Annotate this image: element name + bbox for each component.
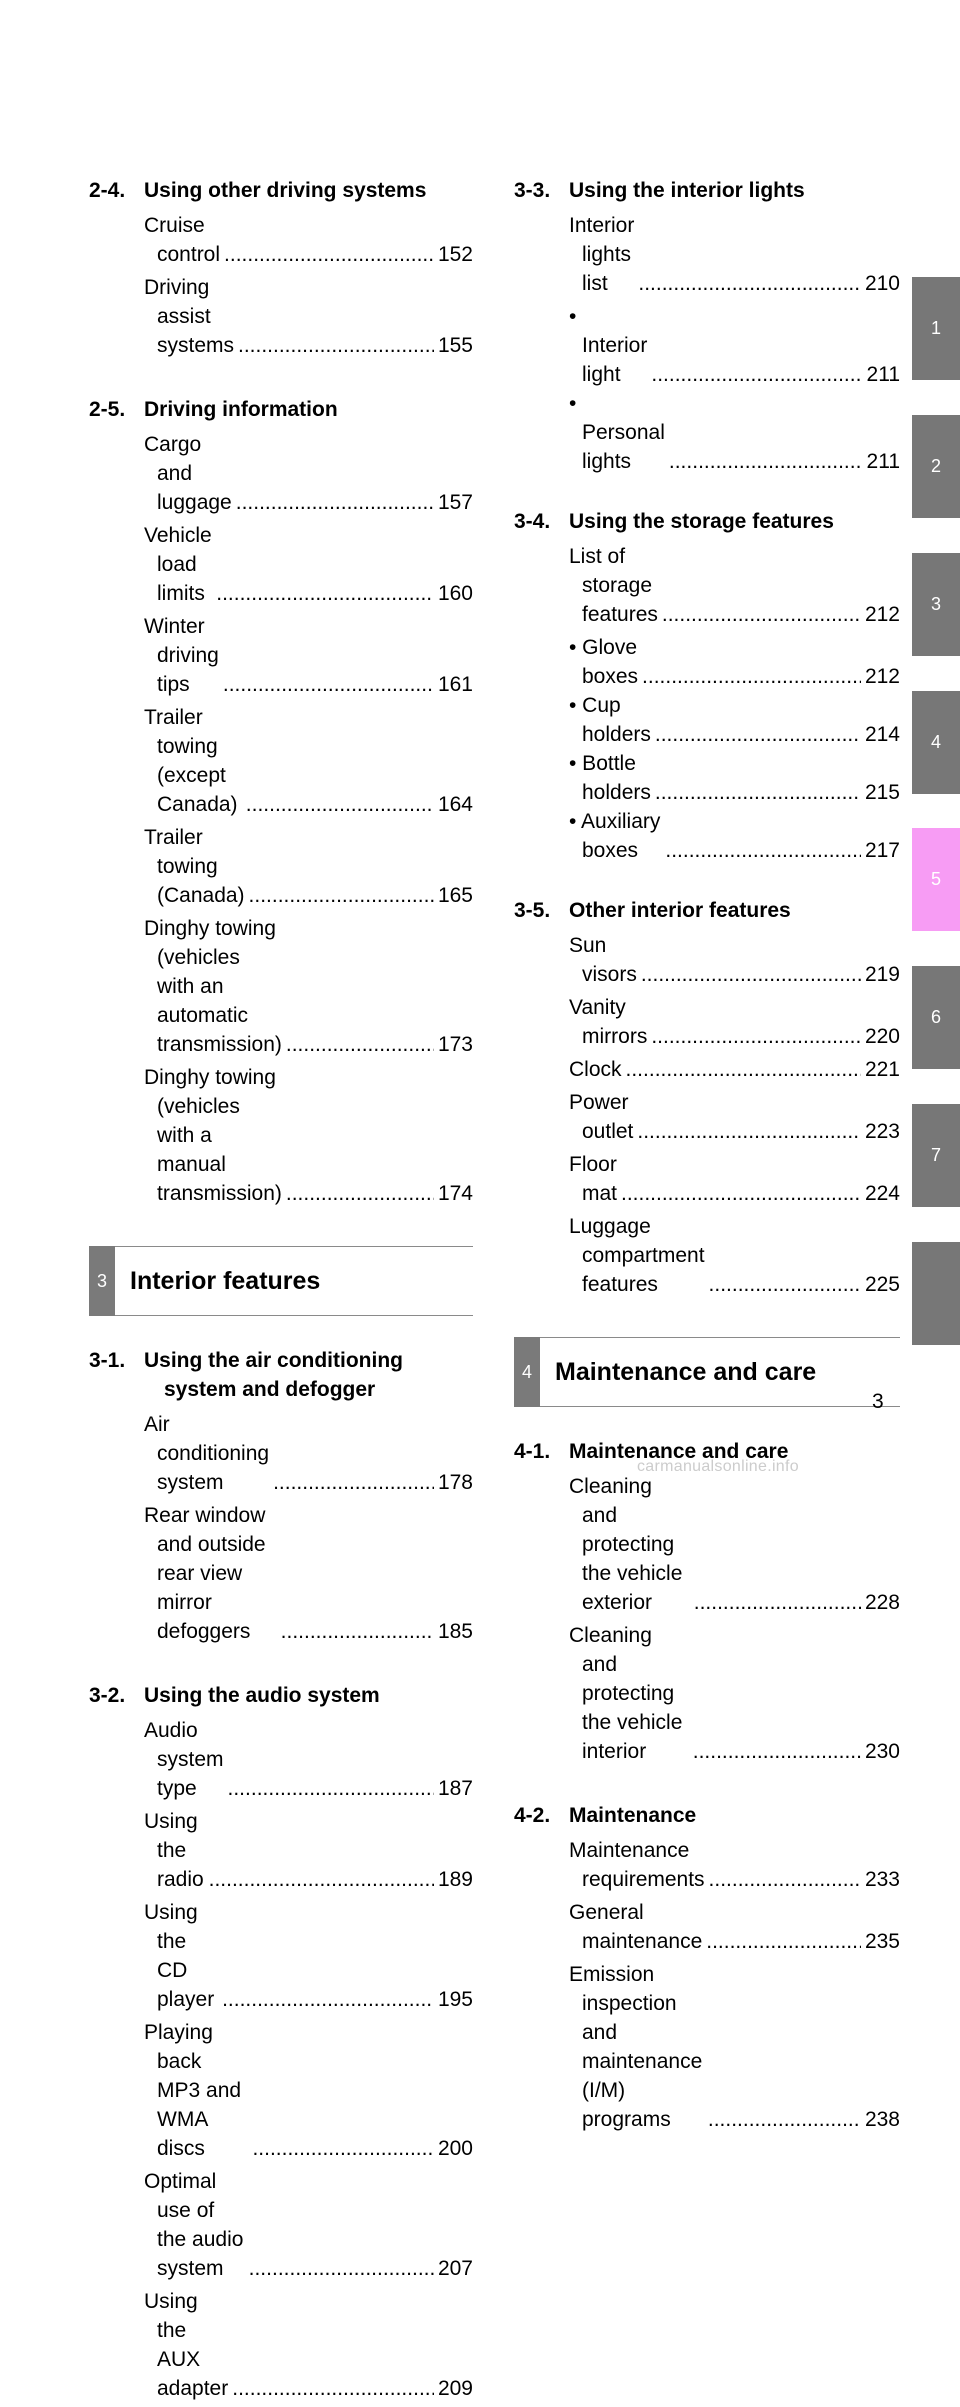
chapter-number-tab: 4 bbox=[514, 1337, 540, 1407]
dot-leader bbox=[662, 600, 861, 629]
chapter-tab-7[interactable]: 7 bbox=[912, 1104, 960, 1207]
dot-leader bbox=[224, 240, 434, 269]
entry-page-number[interactable]: 165 bbox=[437, 884, 473, 907]
dot-leader bbox=[642, 662, 861, 691]
entry-title[interactable]: • Auxiliary boxes bbox=[569, 810, 661, 862]
chapter-tab-4[interactable]: 4 bbox=[912, 691, 960, 794]
toc-entry[interactable] bbox=[569, 1621, 900, 1766]
entry-title[interactable]: Driving assist systems bbox=[144, 276, 235, 357]
section-heading bbox=[514, 1801, 900, 1830]
section-number: 3-2. bbox=[89, 1684, 126, 1707]
toc-entry[interactable] bbox=[569, 1836, 900, 1894]
dot-leader bbox=[637, 1117, 861, 1146]
entry-title[interactable]: Cleaning and protecting the vehicle interior bbox=[569, 1624, 683, 1763]
dot-leader bbox=[626, 1055, 861, 1084]
entry-page-number[interactable]: 215 bbox=[864, 781, 900, 804]
toc-entry[interactable] bbox=[569, 1055, 900, 1084]
chapter-tab-2[interactable]: 2 bbox=[912, 415, 960, 518]
toc-section bbox=[89, 176, 473, 360]
section-title[interactable]: Using the interior lights bbox=[569, 179, 805, 202]
entry-title[interactable]: Luggage compartment features bbox=[569, 1215, 705, 1296]
toc-entry[interactable] bbox=[569, 302, 900, 389]
toc-entry[interactable] bbox=[144, 2018, 473, 2163]
entry-title[interactable]: Cruise control bbox=[144, 214, 221, 266]
chapter-header bbox=[514, 1337, 900, 1407]
entry-title[interactable]: Dinghy towing (vehicles with an automatic transmission) bbox=[144, 917, 282, 1056]
entry-title[interactable]: Air conditioning system bbox=[144, 1413, 270, 1494]
toc-entry[interactable] bbox=[144, 1807, 473, 1894]
entry-title[interactable]: • Bottle holders bbox=[569, 752, 651, 804]
entry-page-number[interactable]: 228 bbox=[864, 1591, 900, 1614]
entry-page-number[interactable]: 214 bbox=[864, 723, 900, 746]
toc-entry[interactable] bbox=[569, 1898, 900, 1956]
chapter-tab-5[interactable]: 5 bbox=[912, 828, 960, 931]
dot-leader bbox=[655, 720, 861, 749]
entry-title[interactable]: List of storage features bbox=[569, 545, 658, 626]
entry-title[interactable]: Rear window and outside rear view mirror defoggers bbox=[144, 1504, 266, 1643]
section-heading bbox=[89, 1681, 473, 1710]
section-number: 4-1. bbox=[514, 1440, 551, 1463]
entry-page-number[interactable]: 217 bbox=[864, 839, 900, 862]
toc-entry[interactable] bbox=[144, 914, 473, 1059]
toc-entry[interactable] bbox=[144, 1501, 473, 1646]
entry-page-number[interactable]: 207 bbox=[437, 2257, 473, 2280]
entry-page-number[interactable]: 238 bbox=[864, 2108, 900, 2131]
entry-title[interactable]: Sun visors bbox=[569, 934, 637, 986]
entry-title[interactable]: Clock bbox=[569, 1058, 622, 1081]
entry-title[interactable]: Dinghy towing (vehicles with a manual transmission) bbox=[144, 1066, 282, 1205]
section-spacer bbox=[89, 364, 473, 395]
section-heading bbox=[514, 896, 900, 925]
toc-entry[interactable] bbox=[144, 1716, 473, 1803]
toc-entry[interactable] bbox=[569, 1472, 900, 1617]
toc-entry[interactable] bbox=[144, 273, 473, 360]
toc-entry[interactable] bbox=[144, 1898, 473, 2014]
entry-page-number[interactable]: 211 bbox=[866, 363, 900, 386]
toc-right-column bbox=[514, 176, 900, 2138]
dot-leader bbox=[709, 1865, 861, 1894]
chapter-tab-6[interactable]: 6 bbox=[912, 966, 960, 1069]
section-number: 3-4. bbox=[514, 510, 551, 533]
section-title[interactable]: Maintenance bbox=[569, 1804, 697, 1827]
dot-leader bbox=[651, 1022, 861, 1051]
toc-entry[interactable] bbox=[144, 823, 473, 910]
toc-section bbox=[514, 507, 900, 865]
entry-page-number[interactable]: 200 bbox=[437, 2137, 473, 2160]
toc-entry[interactable] bbox=[569, 749, 900, 807]
section-title[interactable]: Using the air conditioning system and defogger bbox=[144, 1349, 403, 1401]
entry-title[interactable]: Floor mat bbox=[569, 1153, 618, 1205]
section-heading bbox=[514, 176, 900, 205]
chapter-header bbox=[89, 1246, 473, 1316]
entry-title[interactable]: Optimal use of the audio system bbox=[144, 2170, 244, 2280]
toc-entry[interactable] bbox=[569, 1960, 900, 2134]
entry-title[interactable]: General maintenance bbox=[569, 1901, 703, 1953]
toc-entry[interactable] bbox=[144, 521, 473, 608]
entry-page-number[interactable]: 160 bbox=[437, 582, 473, 605]
entry-page-number[interactable]: 220 bbox=[864, 1025, 900, 1048]
entry-page-number[interactable]: 210 bbox=[864, 272, 900, 295]
section-number: 3-5. bbox=[514, 899, 551, 922]
toc-section bbox=[89, 1681, 473, 2403]
toc-entry[interactable] bbox=[569, 691, 900, 749]
section-title[interactable]: Driving information bbox=[144, 398, 338, 421]
entry-page-number[interactable]: 230 bbox=[864, 1740, 900, 1763]
toc-entry[interactable] bbox=[569, 542, 900, 629]
dot-leader bbox=[693, 1737, 861, 1766]
toc-section bbox=[514, 176, 900, 476]
watermark: carmanualsonline.info bbox=[637, 1458, 799, 1475]
toc-entry[interactable] bbox=[569, 211, 900, 298]
dot-leader bbox=[641, 960, 861, 989]
dot-leader bbox=[238, 331, 434, 360]
entry-title[interactable]: Using the CD player bbox=[144, 1901, 215, 2011]
entry-title[interactable]: Audio system type bbox=[144, 1719, 224, 1800]
section-number: 3-3. bbox=[514, 179, 551, 202]
toc-entry[interactable] bbox=[569, 389, 900, 476]
entry-page-number[interactable]: 174 bbox=[437, 1182, 473, 1205]
entry-page-number[interactable]: 221 bbox=[864, 1058, 900, 1081]
entry-title[interactable]: Vanity mirrors bbox=[569, 996, 648, 1048]
chapter-tab-strip bbox=[912, 0, 960, 1484]
dot-leader bbox=[232, 2374, 434, 2403]
entry-page-number[interactable]: 157 bbox=[437, 491, 473, 514]
entry-page-number[interactable]: 212 bbox=[864, 603, 900, 626]
toc-entry[interactable] bbox=[144, 211, 473, 269]
entry-title[interactable]: • Personal lights bbox=[569, 392, 665, 473]
entry-page-number[interactable]: 211 bbox=[866, 450, 900, 473]
dot-leader bbox=[246, 790, 434, 819]
entry-page-number[interactable]: 155 bbox=[437, 334, 473, 357]
toc-entry[interactable] bbox=[144, 703, 473, 819]
dot-leader bbox=[655, 778, 861, 807]
chapter-tab-1[interactable]: 1 bbox=[912, 277, 960, 380]
entry-title[interactable]: Vehicle load limits bbox=[144, 524, 212, 605]
entry-title[interactable]: Power outlet bbox=[569, 1091, 634, 1143]
toc-entry[interactable] bbox=[569, 931, 900, 989]
entry-page-number[interactable]: 224 bbox=[864, 1182, 900, 1205]
section-spacer bbox=[89, 1212, 473, 1246]
entry-page-number[interactable]: 173 bbox=[437, 1033, 473, 1056]
entry-title[interactable]: Using the AUX adapter bbox=[144, 2290, 229, 2400]
toc-left-column bbox=[89, 176, 473, 2407]
entry-title[interactable]: Trailer towing (Canada) bbox=[144, 826, 245, 907]
entry-title[interactable]: Trailer towing (except Canada) bbox=[144, 706, 238, 816]
entry-title[interactable]: Emission inspection and maintenance (I/M) programs bbox=[569, 1963, 703, 2131]
entry-page-number[interactable]: 164 bbox=[437, 793, 473, 816]
toc-entry[interactable] bbox=[569, 633, 900, 691]
section-number: 2-4. bbox=[89, 179, 126, 202]
entry-page-number[interactable]: 219 bbox=[864, 963, 900, 986]
entry-page-number[interactable]: 195 bbox=[437, 1988, 473, 2011]
entry-page-number[interactable]: 209 bbox=[437, 2377, 473, 2400]
toc-section bbox=[89, 1346, 473, 1646]
section-title[interactable]: Other interior features bbox=[569, 899, 791, 922]
section-number: 2-5. bbox=[89, 398, 126, 421]
entry-title[interactable]: Interior lights list bbox=[569, 214, 635, 295]
chapter-tab-blank[interactable] bbox=[912, 1242, 960, 1345]
page-number: 3 bbox=[872, 1390, 884, 1413]
entry-title[interactable]: Cargo and luggage bbox=[144, 433, 232, 514]
dot-leader bbox=[228, 1774, 434, 1803]
dot-leader bbox=[209, 1865, 434, 1894]
toc-entry[interactable] bbox=[569, 993, 900, 1051]
toc-entry[interactable] bbox=[144, 612, 473, 699]
dot-leader bbox=[286, 1179, 434, 1208]
entry-page-number[interactable]: 223 bbox=[864, 1120, 900, 1143]
entry-title[interactable]: • Glove boxes bbox=[569, 636, 639, 688]
toc-entry[interactable] bbox=[569, 807, 900, 865]
dot-leader bbox=[273, 1468, 434, 1497]
toc-section bbox=[89, 395, 473, 1208]
toc-entry[interactable] bbox=[144, 2287, 473, 2403]
section-title[interactable]: Using the audio system bbox=[144, 1684, 380, 1707]
dot-leader bbox=[216, 579, 434, 608]
toc-entry[interactable] bbox=[569, 1212, 900, 1299]
dot-leader bbox=[252, 2134, 434, 2163]
section-spacer bbox=[514, 865, 900, 896]
dot-leader bbox=[249, 881, 434, 910]
dot-leader bbox=[694, 1588, 861, 1617]
toc-entry[interactable] bbox=[569, 1150, 900, 1208]
dot-leader bbox=[638, 269, 861, 298]
toc-entry[interactable] bbox=[144, 430, 473, 517]
entry-page-number[interactable]: 187 bbox=[437, 1777, 473, 1800]
toc-section bbox=[514, 1801, 900, 2134]
entry-title[interactable]: Using the radio bbox=[144, 1810, 204, 1891]
entry-page-number[interactable]: 152 bbox=[437, 243, 473, 266]
entry-page-number[interactable]: 185 bbox=[437, 1620, 473, 1643]
chapter-number-tab: 3 bbox=[89, 1246, 115, 1316]
section-spacer bbox=[514, 476, 900, 507]
entry-page-number[interactable]: 233 bbox=[864, 1868, 900, 1891]
dot-leader bbox=[708, 2105, 861, 2134]
chapter-tab-3[interactable]: 3 bbox=[912, 553, 960, 656]
dot-leader bbox=[665, 836, 861, 865]
section-number: 4-2. bbox=[514, 1804, 551, 1827]
entry-page-number[interactable]: 178 bbox=[437, 1471, 473, 1494]
dot-leader bbox=[621, 1179, 861, 1208]
dot-leader bbox=[706, 1927, 861, 1956]
entry-title[interactable]: Playing back MP3 and WMA discs bbox=[144, 2021, 242, 2160]
section-heading bbox=[89, 1346, 473, 1404]
section-spacer bbox=[514, 1770, 900, 1801]
entry-title[interactable]: • Interior light bbox=[569, 305, 648, 386]
section-heading bbox=[89, 176, 473, 205]
dot-leader bbox=[709, 1270, 861, 1299]
section-title[interactable]: Using other driving systems bbox=[144, 179, 427, 202]
entry-page-number[interactable]: 235 bbox=[864, 1930, 900, 1953]
toc-section bbox=[514, 1437, 900, 1766]
dot-leader bbox=[236, 488, 434, 517]
section-heading bbox=[89, 395, 473, 424]
toc-entry[interactable] bbox=[144, 2167, 473, 2283]
toc-entry[interactable] bbox=[144, 1063, 473, 1208]
entry-page-number[interactable]: 161 bbox=[437, 673, 473, 696]
section-spacer bbox=[89, 1650, 473, 1681]
entry-title[interactable]: Cleaning and protecting the vehicle exterior bbox=[569, 1475, 683, 1614]
chapter-title: Interior features bbox=[130, 1266, 321, 1295]
dot-leader bbox=[651, 360, 862, 389]
section-title[interactable]: Maintenance and care bbox=[569, 1440, 789, 1463]
dot-leader bbox=[286, 1030, 434, 1059]
entry-title[interactable]: • Cup holders bbox=[569, 694, 651, 746]
dot-leader bbox=[222, 1985, 434, 2014]
dot-leader bbox=[223, 670, 434, 699]
section-heading bbox=[514, 507, 900, 536]
entry-page-number[interactable]: 189 bbox=[437, 1868, 473, 1891]
dot-leader bbox=[281, 1617, 434, 1646]
dot-leader bbox=[249, 2254, 434, 2283]
section-spacer bbox=[514, 1303, 900, 1337]
dot-leader bbox=[669, 447, 863, 476]
toc-entry[interactable] bbox=[569, 1088, 900, 1146]
entry-title[interactable]: Maintenance requirements bbox=[569, 1839, 705, 1891]
section-title[interactable]: Using the storage features bbox=[569, 510, 834, 533]
entry-title[interactable]: Winter driving tips bbox=[144, 615, 219, 696]
section-number: 3-1. bbox=[89, 1349, 126, 1372]
chapter-title: Maintenance and care bbox=[555, 1357, 817, 1386]
toc-section bbox=[514, 896, 900, 1299]
entry-page-number[interactable]: 225 bbox=[864, 1273, 900, 1296]
entry-page-number[interactable]: 212 bbox=[864, 665, 900, 688]
